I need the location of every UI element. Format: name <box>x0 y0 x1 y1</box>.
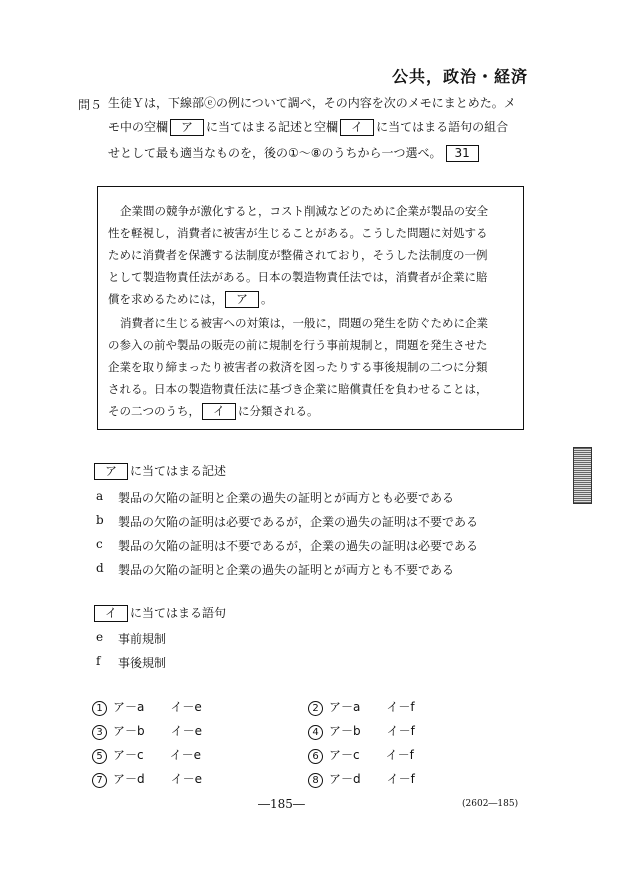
memo-box <box>97 186 524 430</box>
options-i-header-text: に当てはまる語句 <box>130 606 227 620</box>
choice-i-part: イ－e <box>169 748 201 762</box>
choice-5[interactable] <box>92 746 201 764</box>
option-text: 製品の欠陥の証明は不要であるが，企業の過失の証明は必要である <box>118 539 479 553</box>
choice-number: 4 <box>308 725 323 740</box>
question-line-2-pre: モ中の空欄 <box>108 120 169 134</box>
memo-line: として製造物責任法がある。日本の製造物責任法では，消費者が企業に賠 <box>108 270 488 284</box>
memo-line-5-text: 償を求めるためには， <box>108 292 223 306</box>
question-line-2-mid: に当てはまる記述と空欄 <box>206 120 339 134</box>
memo-line: 消費者に生じる被害への対策は，一般に，問題の発生を防ぐために企業 <box>120 316 488 330</box>
blank-i-label: イ <box>340 119 374 136</box>
choice-a-part: ア－a <box>113 700 145 714</box>
choice-number: 1 <box>92 701 107 716</box>
blank-a-label: ア <box>170 119 204 136</box>
memo-blank-a: ア <box>225 291 259 308</box>
choice-i-part: イ－f <box>386 724 415 738</box>
choice-i-part: イ－f <box>386 700 415 714</box>
question-line-3 <box>108 145 479 162</box>
choice-number: 6 <box>308 749 323 764</box>
option-text: 製品の欠陥の証明と企業の過失の証明とが両方とも不要である <box>118 563 455 577</box>
choice-i-part: イ－e <box>170 772 203 786</box>
choice-a-part: ア－c <box>329 748 360 762</box>
page-number: ―185― <box>258 797 305 811</box>
memo-line-10-suffix: に分類される。 <box>238 404 319 418</box>
memo-line: 性を軽視し，消費者に被害が生じることがある。こうした問題に対処する <box>108 226 488 240</box>
choice-4[interactable] <box>308 722 415 740</box>
choice-number: 7 <box>92 773 107 788</box>
option-letter: a <box>96 489 104 503</box>
memo-line: 企業を取り締まったり被害者の救済を図ったりする事後規制の二つに分類 <box>108 360 488 374</box>
option-letter: f <box>96 654 101 668</box>
option-letter: e <box>96 630 104 644</box>
question-line-2 <box>108 119 508 136</box>
question-line-3-text: せとして最も適当なものを，後の①～⑧のうちから一つ選べ。 <box>108 146 442 160</box>
choice-i-part: イ－f <box>385 748 414 762</box>
choice-a-part: ア－a <box>329 700 361 714</box>
option-text: 事前規制 <box>118 632 167 646</box>
memo-line <box>108 403 319 420</box>
choice-8[interactable] <box>308 770 415 788</box>
choice-i-part: イ－e <box>170 700 202 714</box>
choice-i-part: イ－f <box>386 772 415 786</box>
choice-3[interactable] <box>92 722 202 740</box>
choice-number: 8 <box>308 773 323 788</box>
choice-number: 5 <box>92 749 107 764</box>
option-text: 製品の欠陥の証明と企業の過失の証明とが両方とも必要である <box>118 491 455 505</box>
choice-6[interactable] <box>308 746 414 764</box>
memo-line: ために消費者を保護する法制度が整備されており，そうした法制度の一例 <box>108 248 488 262</box>
page-edge-tab <box>573 447 592 504</box>
question-label: 問５ <box>78 98 103 112</box>
choice-i-part: イ－e <box>170 724 203 738</box>
memo-line: 償を求めるためには， ア 。 <box>108 292 273 306</box>
choice-1[interactable] <box>92 698 202 716</box>
choice-2[interactable] <box>308 698 415 716</box>
option-letter: d <box>96 561 104 575</box>
memo-line: の参入の前や製品の販売の前に規制を行う事前規制と，問題を発生させた <box>108 338 488 352</box>
document-code: (2602―185) <box>462 799 519 809</box>
choice-number: 3 <box>92 725 107 740</box>
memo-blank-i: イ <box>202 403 236 420</box>
choice-a-part: ア－c <box>113 748 144 762</box>
choice-7[interactable] <box>92 770 202 788</box>
choice-number: 2 <box>308 701 323 716</box>
option-letter: b <box>96 513 104 527</box>
memo-line: される。日本の製造物責任法に基づき企業に賠償責任を負わせることは， <box>108 382 488 396</box>
memo-line: 企業間の競争が激化すると，コスト削減などのために企業が製品の安全 <box>120 204 488 218</box>
answer-number-box: 31 <box>446 145 479 162</box>
choice-a-part: ア－b <box>113 724 145 738</box>
choice-a-part: ア－b <box>329 724 361 738</box>
option-text: 製品の欠陥の証明は必要であるが，企業の過失の証明は不要である <box>118 515 479 529</box>
choice-a-part: ア－d <box>113 772 145 786</box>
question-line-1: 生徒Ｙは，下線部ⓔの例について調べ，その内容を次のメモにまとめた。メ <box>108 96 516 110</box>
option-text: 事後規制 <box>118 656 167 670</box>
options-a-blank: ア <box>94 463 128 480</box>
question-line-2-post: に当てはまる語句の組合 <box>376 120 509 134</box>
option-letter: c <box>96 537 103 551</box>
subject-title: 公共，政治・経済 <box>391 67 528 86</box>
options-i-header <box>92 604 226 622</box>
choice-a-part: ア－d <box>329 772 361 786</box>
options-i-blank: イ <box>94 605 128 622</box>
memo-line-10-text: その二つのうち， <box>108 404 200 418</box>
options-a-header-text: に当てはまる記述 <box>130 464 227 478</box>
options-a-header <box>92 462 226 480</box>
